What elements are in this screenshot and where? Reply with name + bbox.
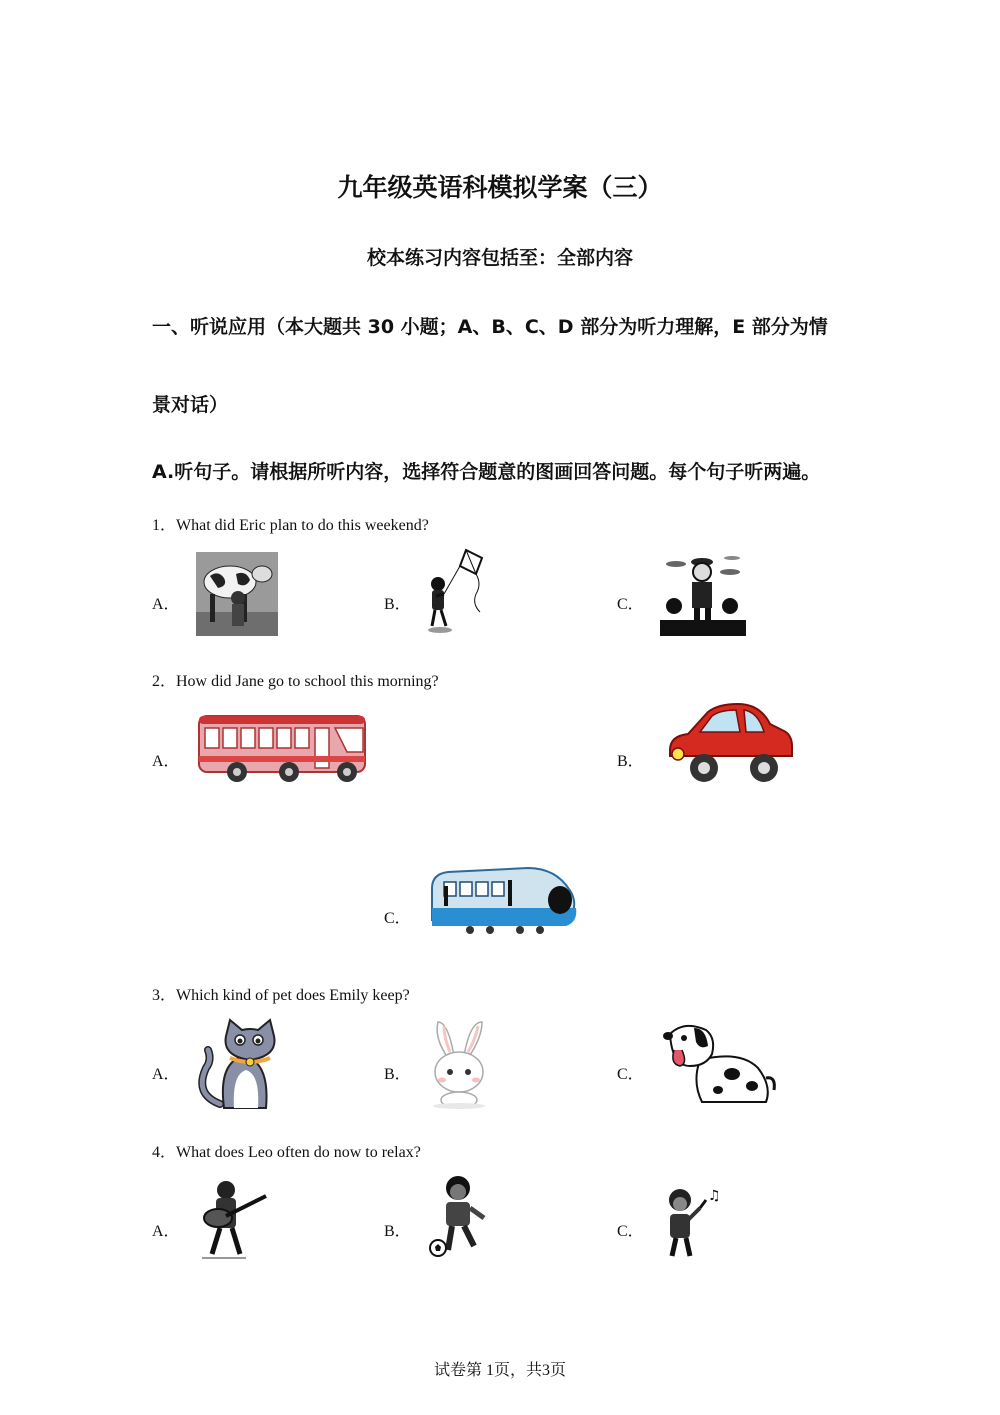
section-heading-line2: 景对话） [152,394,229,416]
q3-option-a-label: A． [152,1066,180,1083]
question-2: 2．How did Jane go to school this morning? [152,673,439,690]
q4-option-c-label: C． [617,1223,644,1240]
question-3: 3．Which kind of pet does Emily keep? [152,987,410,1004]
q2-option-b-label: B． [617,753,644,770]
car-picture [660,702,794,784]
part-a-instruction: A.听句子。请根据所听内容，选择符合题意的图画回答问题。每个句子听两遍。 [152,461,821,483]
tree-planting-picture [660,550,746,636]
page-footer: 试卷第 1页，共3页 [433,1362,566,1379]
cow-farm-picture [196,552,278,636]
q2-option-a-label: A． [152,753,180,770]
bus-picture [197,712,369,784]
q1-option-a-label: A． [152,596,180,613]
svg-text:♫: ♫ [708,1188,721,1204]
page-subtitle: 校本练习内容包括至：全部内容 [366,247,633,269]
page-title: 九年级英语科模拟学案（三） [337,173,663,202]
singing-picture [660,1186,726,1258]
train-picture [430,860,580,938]
q3-option-b-label: B． [384,1066,411,1083]
guitar-picture [196,1178,270,1260]
kite-flying-picture [426,548,496,634]
question-4: 4．What does Leo often do now to relax? [152,1144,421,1161]
dog-picture [660,1020,776,1112]
cat-picture [198,1018,288,1110]
football-picture [428,1174,494,1260]
q4-option-b-label: B． [384,1223,411,1240]
q1-option-c-label: C． [617,596,644,613]
rabbit-picture [428,1018,490,1110]
q4-option-a-label: A． [152,1223,180,1240]
question-1: 1．What did Eric plan to do this weekend? [152,517,429,534]
q3-option-c-label: C． [617,1066,644,1083]
section-heading-line1: 一、听说应用（本大题共 30 小题；A、B、C、D 部分为听力理解，E 部分为情 [152,316,828,338]
q1-option-b-label: B． [384,596,411,613]
q2-option-c-label: C． [384,910,411,927]
